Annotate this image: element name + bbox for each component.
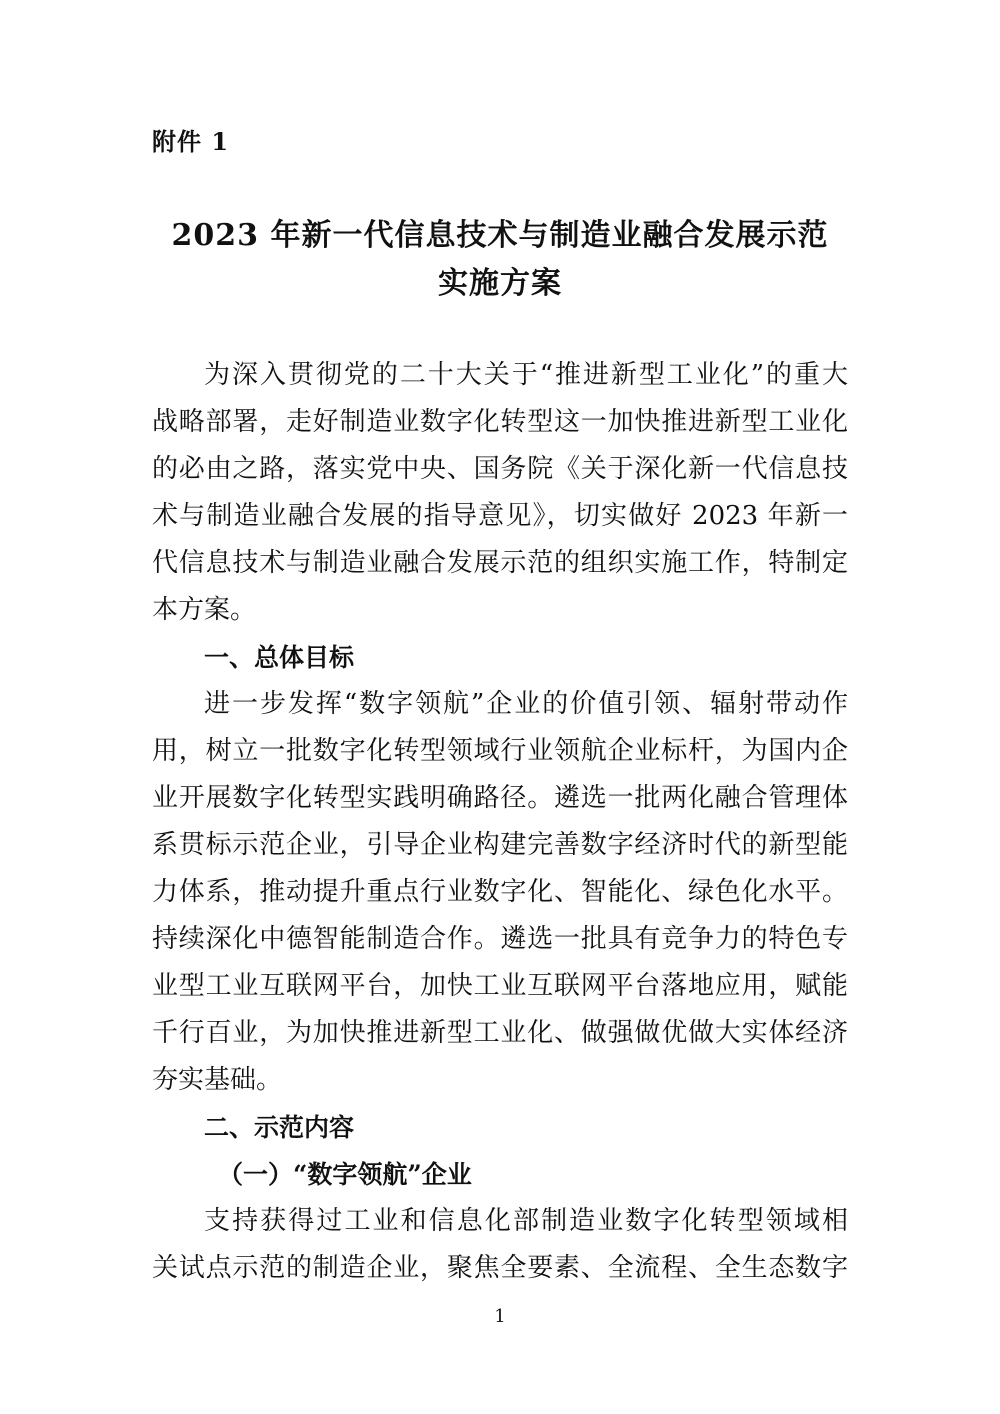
section1-paragraph-line: 持续深化中德智能制造合作。遴选一批具有竞争力的特色专 xyxy=(152,924,848,954)
intro-paragraph-line: 代信息技术与制造业融合发展示范的组织实施工作，特制定 xyxy=(152,548,848,578)
subsection-heading-digital-navigator: （一）“数字领航”企业 xyxy=(218,1160,472,1189)
intro-paragraph-line: 的必由之路，落实党中央、国务院《关于深化新一代信息技 xyxy=(152,454,848,484)
section1-paragraph-line: 业开展数字化转型实践明确路径。遴选一批两化融合管理体 xyxy=(152,783,848,813)
intro-paragraph-line: 本方案。 xyxy=(152,595,257,625)
section1-paragraph-line: 进一步发挥“数字领航”企业的价值引领、辐射带动作 xyxy=(204,689,848,719)
document-title-line-1: 2023 年新一代信息技术与制造业融合发展示范 xyxy=(171,218,829,253)
document-title-line-2: 实施方案 xyxy=(438,266,562,301)
intro-paragraph-line: 术与制造业融合发展的指导意见》，切实做好 2023 年新一 xyxy=(152,501,848,531)
page-number: 1 xyxy=(494,1306,506,1327)
section1-paragraph-line: 用，树立一批数字化转型领域行业领航企业标杆，为国内企 xyxy=(152,736,848,766)
section1-paragraph-line: 千行百业，为加快推进新型工业化、做强做优做大实体经济 xyxy=(152,1018,848,1048)
intro-paragraph-line: 战略部署，走好制造业数字化转型这一加快推进新型工业化 xyxy=(152,407,848,437)
section1-paragraph-line: 力体系，推动提升重点行业数字化、智能化、绿色化水平。 xyxy=(152,877,848,907)
document-body xyxy=(152,352,848,1292)
section2-paragraph-line: 支持获得过工业和信息化部制造业数字化转型领域相 xyxy=(204,1206,848,1236)
section1-paragraph-line: 业型工业互联网平台，加快工业互联网平台落地应用，赋能 xyxy=(152,971,848,1001)
section1-paragraph-line: 夯实基础。 xyxy=(152,1065,283,1095)
intro-paragraph-line: 为深入贯彻党的二十大关于“推进新型工业化”的重大 xyxy=(204,360,848,390)
section2-paragraph-line: 关试点示范的制造企业，聚焦全要素、全流程、全生态数字 xyxy=(152,1253,848,1283)
section-heading-demonstration-content: 二、示范内容 xyxy=(204,1113,355,1142)
attachment-label: 附件 1 xyxy=(152,127,230,156)
section1-paragraph-line: 系贯标示范企业，引导企业构建完善数字经济时代的新型能 xyxy=(152,830,848,860)
section-heading-overall-goals: 一、总体目标 xyxy=(204,643,355,672)
